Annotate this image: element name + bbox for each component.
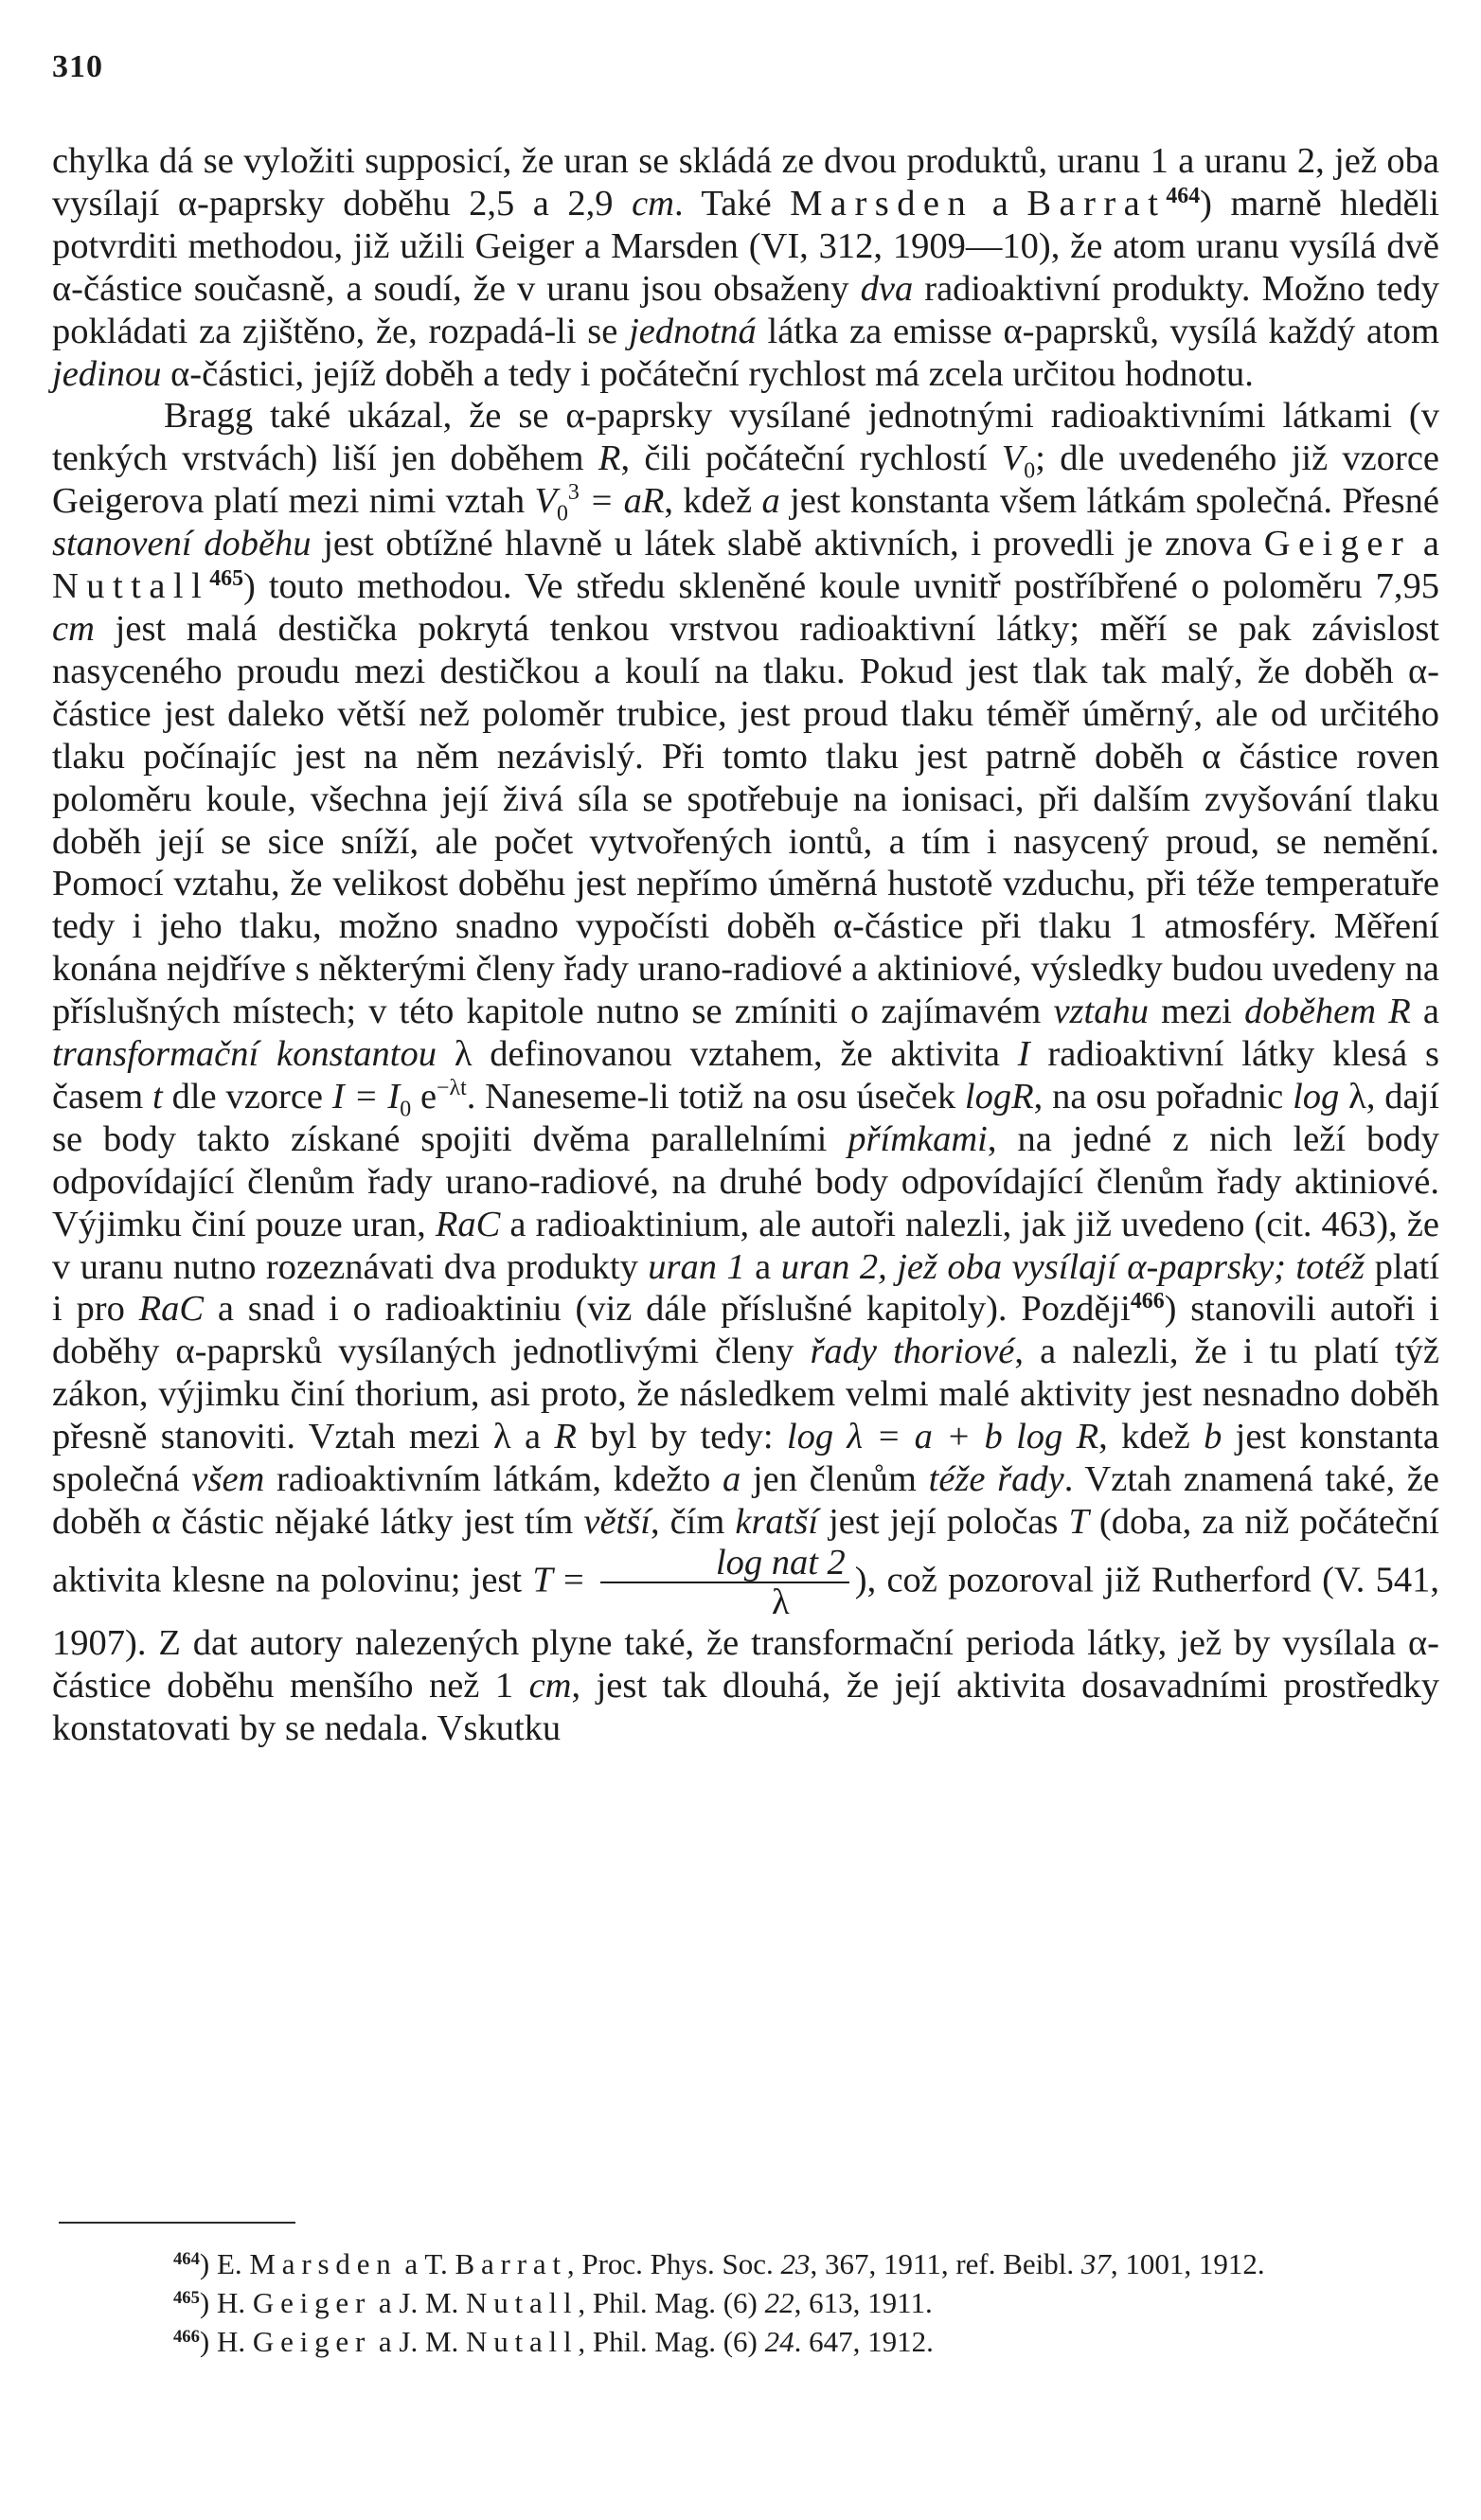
formula: log λ = a + b log R: [786, 1417, 1099, 1457]
paragraph-1: chylka dá se vyložiti supposicí, že uran se skládá ze dvou produktů, uranu 1 a uranu 2, jež oba vysílají α-paprsky doběhu 2,5 a 2,9 cm. Také Marsden a Barrat$^{464}$) marně hleděli potvrditi methodou, již užili Geiger a Marsden (VI, 312, 1909—10), že atom uranu vysílá dvě α-částice současně, a soudí, že v uranu jsou obsaženy dva radioaktivní produkty. Možno tedy pokládati za zjištěno, že, rozpadá-li se jednotná látka za emisse α-paprsků, vysílá každý atom jedinou α-částici, jejíž doběh a tedy i počáteční rychlost má zcela určitou hodnotu.: [52, 141, 1440, 394]
footnotes: [52, 2244, 1439, 2361]
footnote-466: $^{466}$) H. Geiger a J. M. Nutall, Phil. Mag. (6) 24. 647, 1912.: [173, 2325, 934, 2358]
author-barrat: Barrat: [1026, 183, 1167, 223]
body-text: [52, 140, 1439, 1749]
author-nuttall: Nuttall: [52, 566, 210, 607]
author-geiger: Geiger: [1263, 524, 1412, 564]
footnote-465: $^{465}$) H. Geiger a J. M. Nutall, Phil. Mag. (6) 22, 613, 1911.: [173, 2286, 933, 2319]
paragraph-2: Bragg také ukázal, že se α-paprsky vysílané jednotnými radioaktivními látkami (v tenkých vrstvách) liší jen doběhem R, čili počáteční rychlostí $V_0$; dle uvedeného již vzorce Geigerova platí mezi nimi vztah $V_0^3$ = aR, kdež a jest konstanta všem látkám společná. Přesné stanovení doběhu jest obtížné hlavně u látek slabě aktivních, i provedli je znova Geiger a Nuttall$^{465}$) touto methodou. Ve středu skleněné koule uvnitř postříbřené o poloměru 7,95 cm jest malá destička pokrytá tenkou vrstvou radioaktivní látky; měří se pak závislost nasyceného proudu mezi destičkou a koulí na tlaku. Pokud jest tlak tak malý, že doběh α-částice jest daleko větší než poloměr trubice, jest proud tlaku téměř úměrný, ale od určitého tlaku počínajíc jest na něm nezávislý. Při tomto tlaku jest patrně doběh α částice roven poloměru koule, všechna její živá síla se spotřebuje na ionisaci, při dalším zvyšování tlaku doběh její se sice sníží, ale počet vytvořených iontů, a tím i nasycený proud, se nemění. Pomocí vztahu, že velikost doběhu jest nepřímo úměrná hustotě vzduchu, při téže temperatuře tedy i jeho tlaku, možno snadno vypočísti doběh α-částice při tlaku 1 atmosféry. Měření konána nejdříve s některými členy řady urano-radiové a aktiniové, výsledky budou uvedeny na příslušných místech; v této kapitole nutno se zmíniti o zajímavém vztahu mezi doběhem R a transformační konstantou λ definovanou vztahem, že aktivita I radioaktivní látky klesá s časem t dle vzorce $I = I_0$ $e^{-\lambda t}$. Naneseme-li totiž na osu úseček logR, na osu pořadnic log λ, dají se body takto získané spojiti dvěma parallelními přímkami, na jedné z nich leží body odpovídající členům řady urano-radiové, na druhé body odpovídající členům řady aktiniové. Výjimku činí pouze uran, RaC a radioaktinium, ale autoři nalezli, jak již uvedeno (cit. 463), že v uranu nutno rozeznávati dva produkty uran 1 a uran 2, jež oba vysílají α-paprsky; totéž platí i pro RaC a snad i o radioaktiniu (viz dále příslušné kapitoly). Později$^{466}$) stanovili autoři i doběhy α-paprsků vysílaných jednotlivými členy řady thoriové, a nalezli, že i tu platí týž zákon, výjimku činí thorium, asi proto, že následkem velmi malé aktivity jest nesnadno doběh přesně stanoviti. Vztah mezi λ a R byl by tedy: log λ = a + b log R, kdež b jest konstanta společná všem radioaktivním látkám, kdežto a jen členům téže řady. Vztah znamená také, že doběh α částic nějaké látky jest tím větší, čím kratší jest její poločas T (doba, za niž počáteční aktivita klesne na polovinu; jest T = $\frac{\text{log nat 2}}{\lambda}$ ), což pozoroval již Rutherford (V. 541, 1907). Z dat autory nalezených plyne také, že transformační perioda látky, jež by vysílala α-částice doběhu menšího než 1 cm, jest tak dlouhá, že její aktivita dosavadními prostředky konstatovati by se nedala. Vskutku: [52, 396, 1440, 1748]
footnote-ref: 466: [1130, 1289, 1165, 1314]
author-marsden: Marsden: [790, 183, 974, 223]
footnote-464: $^{464}$) E. Marsden a T. Barrat, Proc. Phys. Soc. 23, 367, 1911, ref. Beibl. 37, 1001, 1912.: [173, 2247, 1265, 2280]
footnote-ref: 464: [1166, 183, 1201, 208]
page-number: 310: [52, 49, 103, 84]
fraction: $\frac{\text{log nat 2}}{\lambda}$: [600, 1544, 849, 1622]
footnote-divider: [59, 2222, 295, 2224]
footnote-ref: 465: [209, 565, 244, 591]
